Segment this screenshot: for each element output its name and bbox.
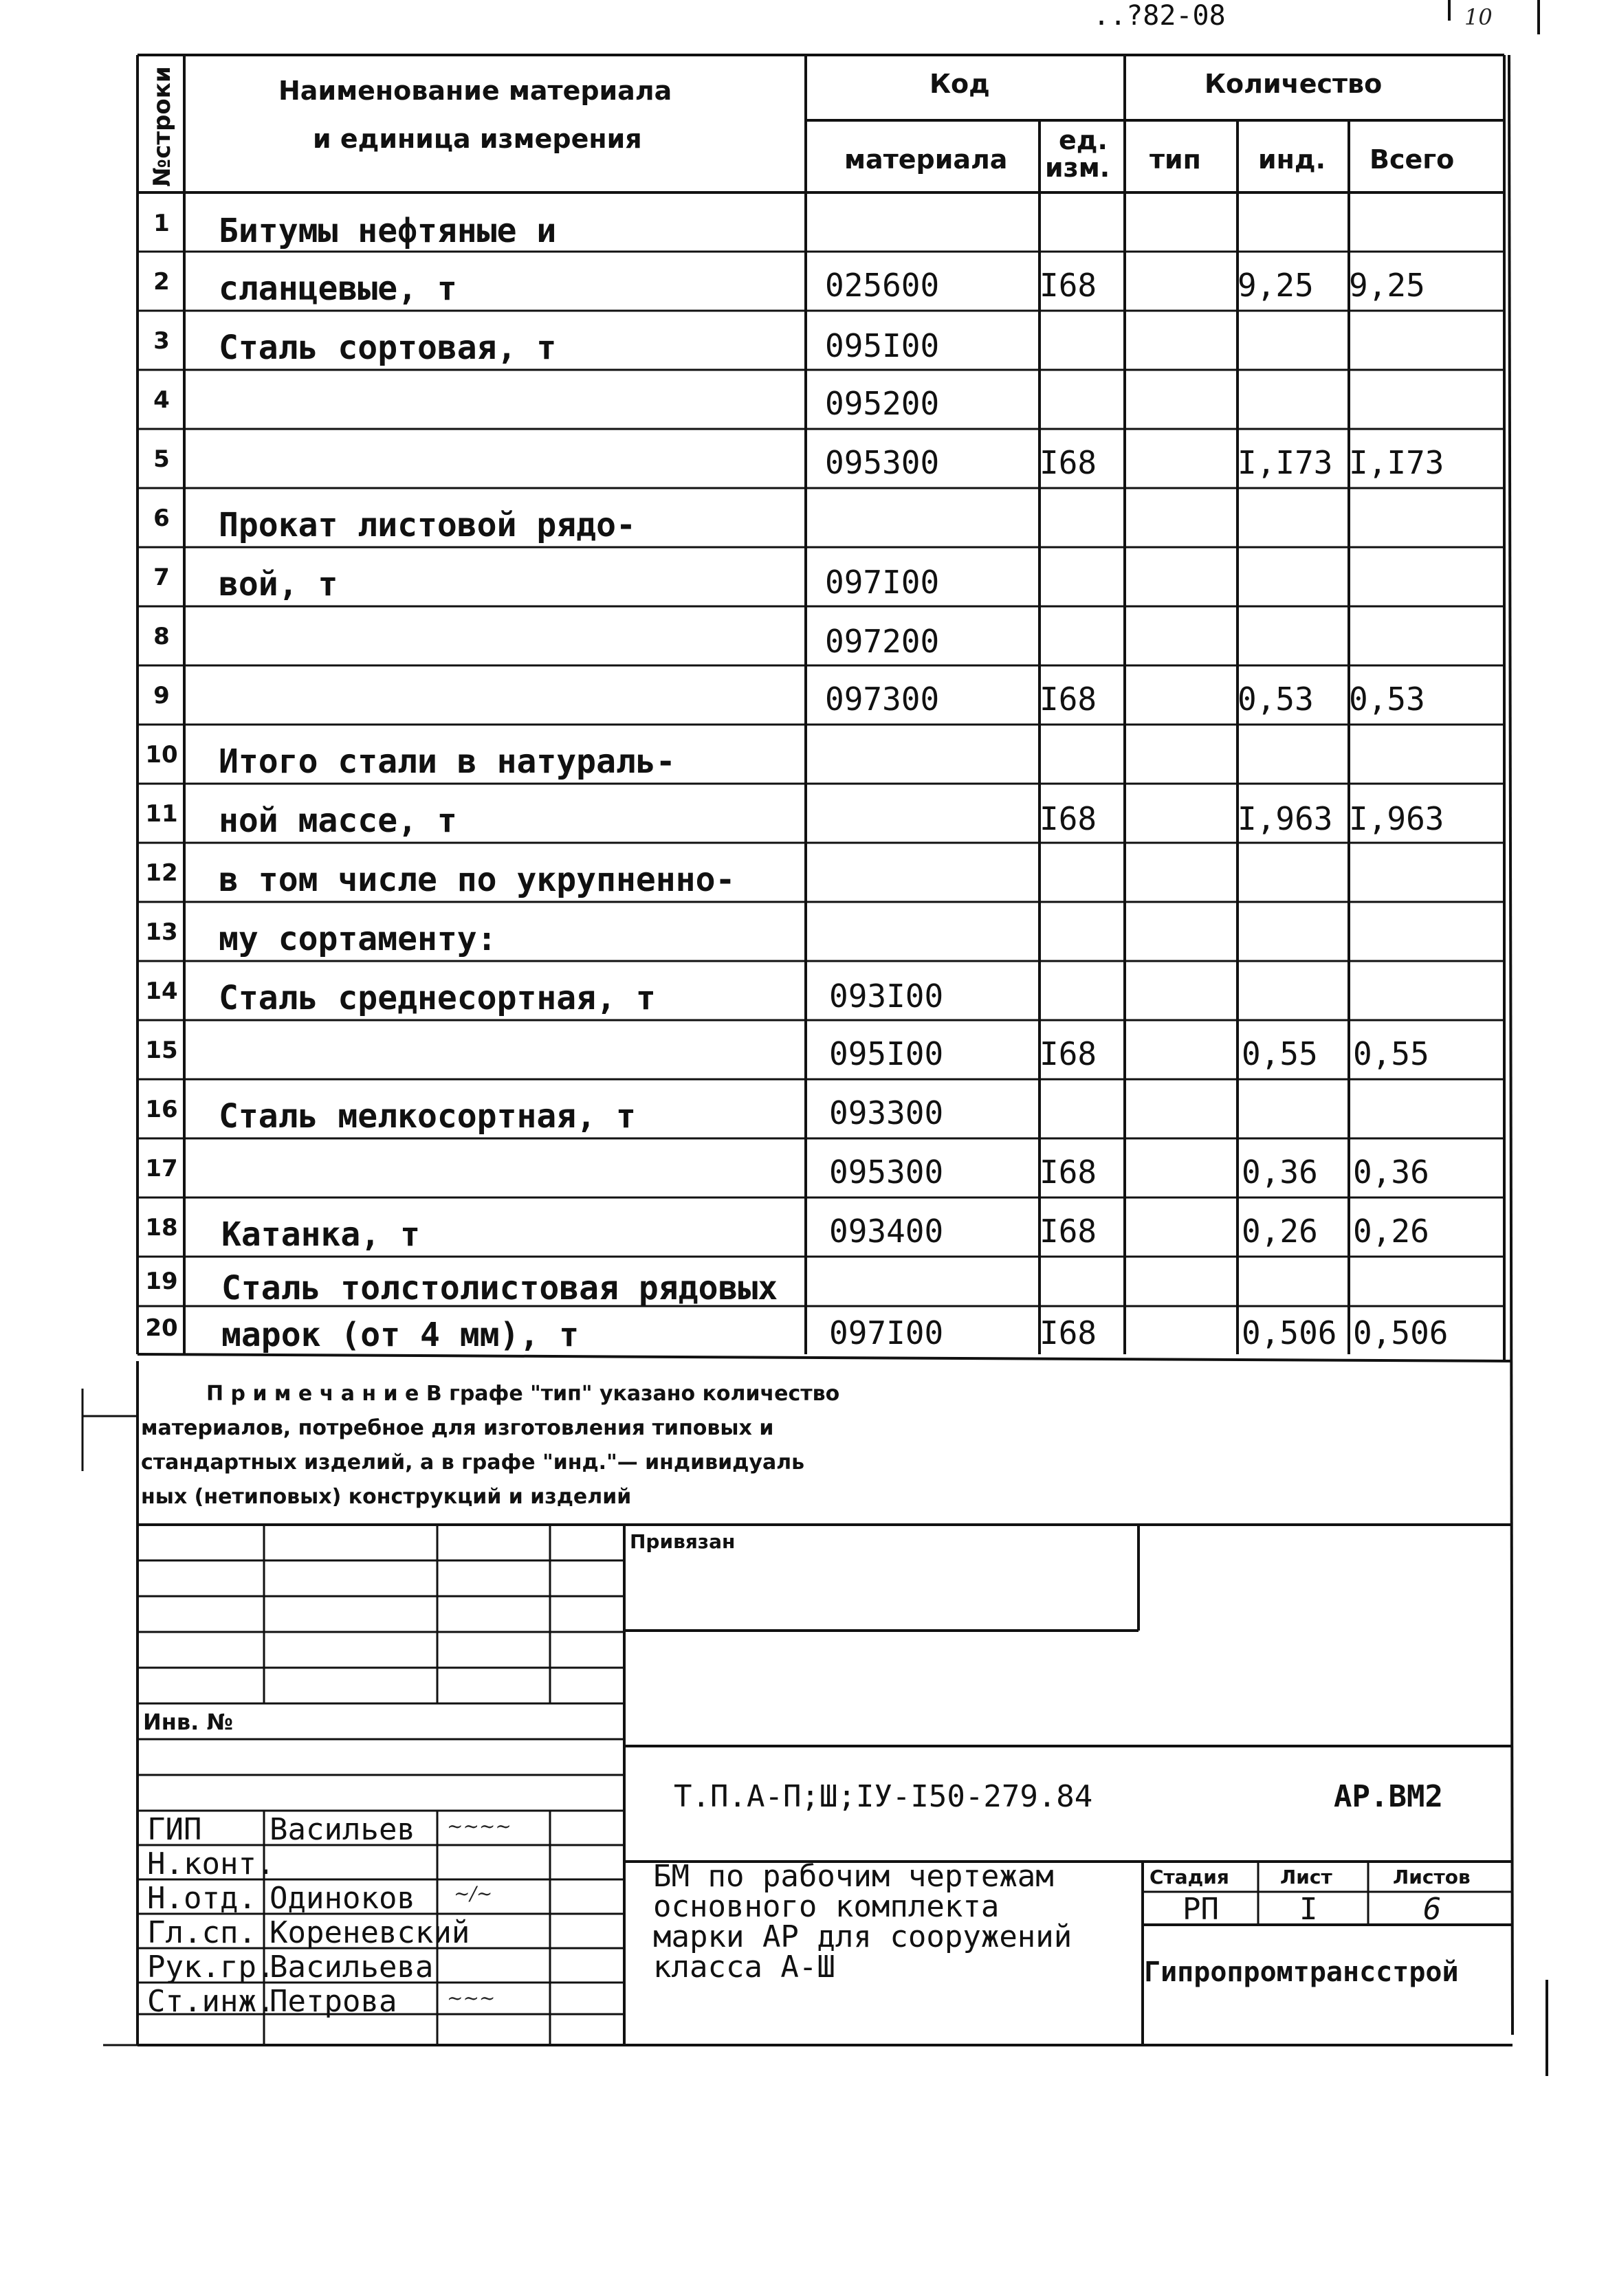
- unit-code: I68: [1040, 1213, 1097, 1250]
- row-number: 4: [153, 386, 170, 414]
- row-number: 10: [145, 741, 178, 769]
- signer-name: Петрова: [270, 1984, 397, 2019]
- unit-code: I68: [1040, 681, 1097, 718]
- row-number: 12: [145, 859, 178, 887]
- signer-name: Одиноков: [270, 1881, 415, 1916]
- signature: ~~~~: [447, 1815, 512, 1837]
- material-code: 097300: [825, 681, 940, 718]
- row-number: 13: [145, 918, 178, 946]
- ind-value: 0,36: [1242, 1153, 1318, 1191]
- stage-value: РП: [1182, 1892, 1219, 1927]
- sheets-label: Листов: [1393, 1866, 1471, 1888]
- material-code: 093300: [829, 1094, 944, 1132]
- total-value: 0,55: [1353, 1035, 1429, 1072]
- signature: ~/~: [454, 1882, 493, 1905]
- description-line: класса А-Ш: [653, 1950, 835, 1985]
- material-name: му сортаменту:: [219, 920, 497, 958]
- material-code: 095200: [825, 385, 940, 422]
- doc-number-fragment: ..?82-08: [1093, 0, 1226, 32]
- name-header-line1: Наименование материала: [278, 76, 672, 106]
- total-value: 0,26: [1353, 1213, 1429, 1250]
- unit-code: I68: [1040, 1035, 1097, 1072]
- row-number: 19: [145, 1268, 178, 1295]
- material-code: 095300: [825, 444, 940, 481]
- signer-role: Рук.гр.: [147, 1950, 275, 1985]
- signer-role: ГИП: [147, 1812, 202, 1847]
- description-line: БМ по рабочим чертежам: [653, 1859, 1054, 1894]
- unit-subheader-line2: изм.: [1045, 153, 1110, 183]
- name-header-line2: и единица измерения: [313, 124, 642, 154]
- material-name: вой, т: [219, 565, 338, 604]
- total-value: I,I73: [1349, 444, 1444, 481]
- description-line: основного комплекта: [653, 1889, 1000, 1924]
- total-value: 0,36: [1353, 1153, 1429, 1191]
- unit-code: I68: [1040, 1314, 1097, 1351]
- signer-role: Гл.сп.: [147, 1915, 256, 1950]
- material-name: марок (от 4 мм), т: [221, 1316, 580, 1354]
- ind-value: 0,55: [1242, 1035, 1318, 1072]
- stage-label: Стадия: [1150, 1866, 1229, 1888]
- signer-name: Кореневский: [270, 1915, 470, 1950]
- sheets-value: 6: [1423, 1892, 1442, 1927]
- row-number: 5: [153, 445, 170, 473]
- note-line: стандартных изделий, а в графе "инд."— индивидуаль: [141, 1450, 805, 1475]
- signer-name: Васильева: [270, 1950, 434, 1985]
- document-code: Т.П.А-П;Ш;IУ-I50-279.84: [674, 1779, 1093, 1814]
- sheet-label: Лист: [1280, 1866, 1332, 1888]
- inventory-number-label: Инв. №: [143, 1709, 233, 1735]
- unit-code: I68: [1040, 1153, 1097, 1191]
- row-number: 18: [145, 1214, 178, 1241]
- material-name: сланцевые, т: [219, 269, 457, 308]
- material-code: 095300: [829, 1153, 944, 1191]
- material-code: 095I00: [829, 1035, 944, 1072]
- row-number: 11: [145, 800, 178, 828]
- note-line: материалов, потребное для изготовления типовых и: [141, 1416, 774, 1440]
- row-number: 9: [153, 682, 170, 709]
- signer-role: Н.конт.: [147, 1846, 275, 1881]
- row-number: 6: [153, 505, 170, 532]
- row-number: 1: [153, 210, 170, 237]
- material-name: Сталь сортовая, т: [219, 329, 557, 367]
- material-code: 097200: [825, 623, 940, 660]
- note-line: П р и м е ч а н и е В графе "тип" указано количество: [206, 1382, 840, 1406]
- total-value: 0,53: [1349, 681, 1425, 718]
- row-number-header-label: №строки: [148, 66, 176, 187]
- ind-value: I,I73: [1238, 444, 1333, 481]
- row-number: 16: [145, 1096, 178, 1123]
- material-code: 093400: [829, 1213, 944, 1250]
- material-name: в том числе по укрупненно-: [219, 861, 736, 899]
- signer-role: Н.отд.: [147, 1881, 256, 1916]
- description-line: марки АР для сооружений: [653, 1919, 1072, 1954]
- material-name: Сталь толстолистовая рядовых: [221, 1269, 778, 1307]
- signer-role: Ст.инж.: [147, 1984, 275, 2019]
- ind-subheader: инд.: [1258, 144, 1326, 175]
- row-number: 20: [145, 1314, 178, 1342]
- unit-subheader-line1: ед.: [1059, 125, 1108, 155]
- total-value: 9,25: [1349, 267, 1425, 304]
- row-number-header: [138, 58, 184, 192]
- material-code: 097I00: [829, 1314, 944, 1351]
- type-subheader: тип: [1150, 144, 1201, 175]
- row-number: 2: [153, 268, 170, 296]
- row-number: 7: [153, 564, 170, 591]
- corner-page-mark: 10: [1464, 4, 1493, 30]
- sheet-value: I: [1299, 1892, 1318, 1927]
- total-value: 0,506: [1353, 1314, 1449, 1351]
- signer-name: Васильев: [270, 1812, 415, 1847]
- material-name: Катанка, т: [221, 1215, 420, 1254]
- total-subheader: Всего: [1370, 144, 1455, 175]
- ind-value: 0,53: [1238, 681, 1314, 718]
- material-name: Сталь мелкосортная, т: [219, 1097, 636, 1136]
- material-name: Сталь среднесортная, т: [219, 979, 656, 1017]
- row-number: 14: [145, 978, 178, 1005]
- quantity-header: Количество: [1204, 69, 1383, 99]
- material-name: Итого стали в натураль-: [219, 742, 676, 781]
- ind-value: 0,26: [1242, 1213, 1318, 1250]
- row-number: 15: [145, 1037, 178, 1064]
- material-code: 093I00: [829, 978, 944, 1015]
- ind-value: 0,506: [1242, 1314, 1337, 1351]
- material-code: 095I00: [825, 327, 940, 364]
- material-name: ной массе, т: [219, 802, 457, 840]
- privyazan-label: Привязан: [630, 1530, 736, 1553]
- note-line: ных (нетиповых) конструкций и изделий: [141, 1485, 632, 1509]
- signature: ~~~: [447, 1987, 496, 2009]
- unit-code: I68: [1040, 444, 1097, 481]
- material-subheader: материала: [844, 144, 1008, 175]
- row-number: 8: [153, 623, 170, 650]
- code-header: Код: [930, 69, 990, 99]
- material-name: Прокат листовой рядо-: [219, 506, 636, 544]
- material-name: Битумы нефтяные и: [219, 212, 557, 250]
- unit-code: I68: [1040, 800, 1097, 837]
- organization-name: Гипропромтрансстрой: [1144, 1956, 1459, 1988]
- total-value: I,963: [1349, 800, 1444, 837]
- row-number: 3: [153, 327, 170, 355]
- drawing-mark: АР.ВМ2: [1334, 1779, 1443, 1814]
- material-code: 025600: [825, 267, 940, 304]
- ind-value: I,963: [1238, 800, 1333, 837]
- ind-value: 9,25: [1238, 267, 1314, 304]
- unit-code: I68: [1040, 267, 1097, 304]
- row-number: 17: [145, 1155, 178, 1182]
- material-code: 097I00: [825, 564, 940, 601]
